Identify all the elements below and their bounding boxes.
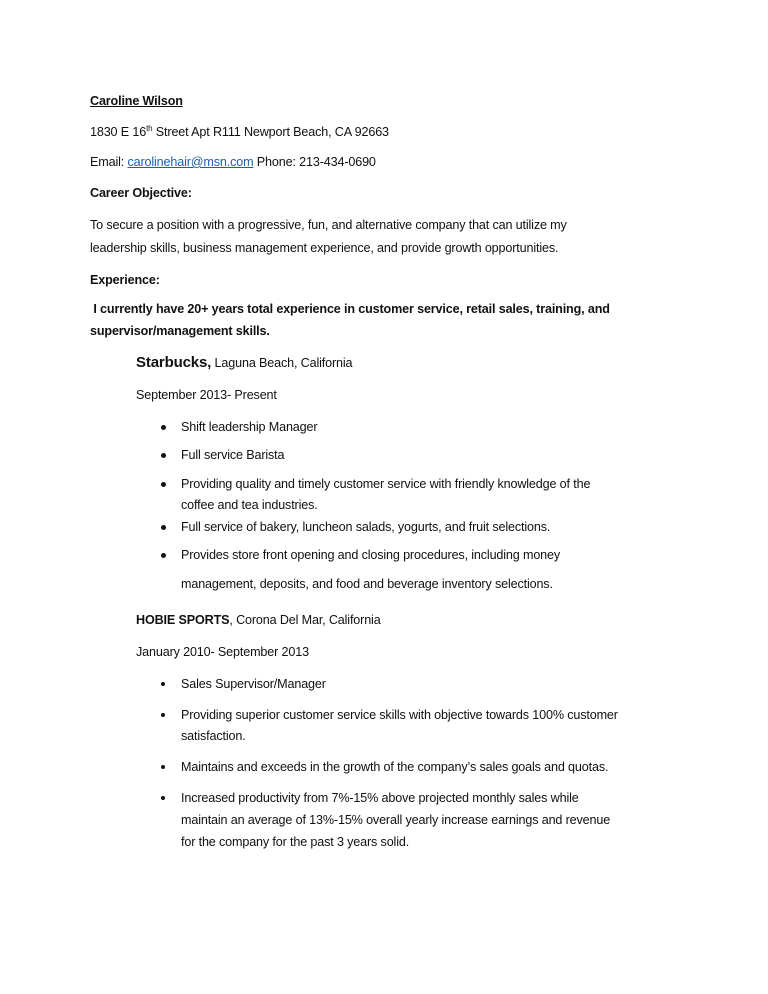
- objective-text: leadership skills, business management experience, and provide growth opportunities.: [90, 241, 559, 255]
- company-location: Laguna Beach, California: [211, 356, 353, 370]
- experience-heading: Experience:: [90, 273, 160, 287]
- address: [90, 123, 389, 141]
- objective-text: To secure a position with a progressive, fun, and alternative company that can utilize my: [90, 218, 567, 232]
- bullet-icon: [161, 482, 166, 487]
- list-item-cont: satisfaction.: [181, 729, 246, 743]
- experience-summary: I currently have 20+ years total experience in customer service, retail sales, training, and: [90, 302, 610, 316]
- company-name: HOBIE SPORTS: [136, 613, 230, 627]
- list-item: Full service Barista: [181, 448, 285, 462]
- bullet-icon: [161, 713, 165, 717]
- contact-line: [90, 153, 376, 171]
- list-item: Providing superior customer service skills with objective towards 100% customer: [181, 708, 618, 722]
- bullet-icon: [161, 682, 165, 686]
- list-item-cont: coffee and tea industries.: [181, 498, 318, 512]
- job-dates: September 2013- Present: [136, 388, 277, 402]
- list-item: Sales Supervisor/Manager: [181, 677, 326, 691]
- list-item: Shift leadership Manager: [181, 420, 318, 434]
- bullet-icon: [161, 525, 166, 530]
- bullet-icon: [161, 553, 166, 558]
- list-item-cont: management, deposits, and food and beverage inventory selections.: [181, 577, 553, 591]
- list-item: Full service of bakery, luncheon salads, yogurts, and fruit selections.: [181, 520, 551, 534]
- list-item: Maintains and exceeds in the growth of the company’s sales goals and quotas.: [181, 760, 609, 774]
- job-header: [136, 354, 352, 372]
- phone: Phone: 213-434-0690: [253, 155, 376, 169]
- list-item-cont: for the company for the past 3 years solid.: [181, 835, 410, 849]
- email-link[interactable]: carolinehair@msn.com: [127, 155, 254, 169]
- address-suffix: th: [146, 123, 153, 133]
- bullet-icon: [161, 765, 165, 769]
- company-name: Starbucks,: [136, 354, 212, 371]
- company-location: , Corona Del Mar, California: [229, 613, 381, 627]
- email-label: Email:: [90, 155, 128, 169]
- objective-heading: Career Objective:: [90, 186, 192, 200]
- list-item: Provides store front opening and closing procedures, including money: [181, 548, 561, 562]
- bullet-icon: [161, 796, 165, 800]
- list-item: Providing quality and timely customer service with friendly knowledge of the: [181, 477, 591, 491]
- bullet-icon: [161, 453, 166, 458]
- address-street: Street Apt R111 Newport Beach, CA 92663: [152, 125, 389, 139]
- list-item: Increased productivity from 7%-15% above projected monthly sales while: [181, 791, 579, 805]
- address-number: 1830 E 16: [90, 125, 147, 139]
- job-header: [136, 611, 381, 629]
- experience-summary: supervisor/management skills.: [90, 324, 270, 338]
- list-item-cont: maintain an average of 13%-15% overall yearly increase earnings and revenue: [181, 813, 611, 827]
- candidate-name: Caroline Wilson: [90, 94, 183, 108]
- bullet-icon: [161, 425, 166, 430]
- job-dates: January 2010- September 2013: [136, 645, 309, 659]
